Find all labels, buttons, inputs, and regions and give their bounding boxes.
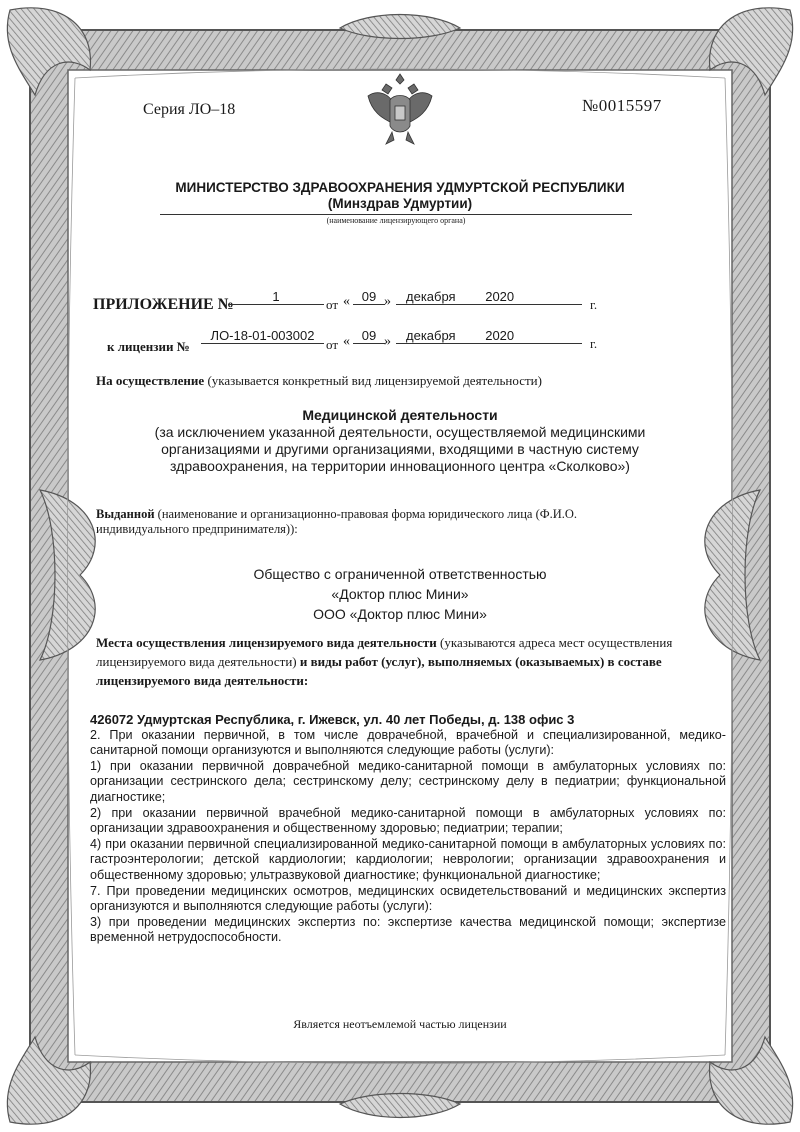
organization-line: ООО «Доктор плюс Мини» xyxy=(313,606,487,622)
activity-line: здравоохранения, на территории инновационного центра «Сколково») xyxy=(170,458,630,474)
organization-line: «Доктор плюс Мини» xyxy=(331,586,469,602)
service-paragraph: 2. При оказании первичной, в том числе доврачебной, врачебной и специализированной, медико-санитарной помощи организуются и выполняются следующие работы (услуги): xyxy=(90,727,726,758)
divider xyxy=(160,214,632,215)
issued-label xyxy=(96,507,656,537)
places-label-bold-2: и виды работ (услуг), выполняемых (оказываемых) в составе лицензируемого вида деятельности: xyxy=(96,654,662,688)
coat-of-arms-icon xyxy=(364,70,436,148)
license-quote-close: » xyxy=(384,334,391,349)
appendix-quote-open: « xyxy=(343,294,350,309)
ministry-name-block xyxy=(100,180,700,212)
activity-label-bold: На осуществление xyxy=(96,373,205,388)
service-paragraph: 7. При проведении медицинских осмотров, медицинских освидетельствований и медицинских экспертиз организуются и выполняются следующие работы (услуги): xyxy=(90,883,726,914)
places-label xyxy=(96,633,736,690)
appendix-day: 09 xyxy=(353,289,385,305)
places-label-note: (указываются адреса мест осуществления лицензируемого вида деятельности) xyxy=(96,635,673,669)
license-quote-open: « xyxy=(343,334,350,349)
activity-block xyxy=(100,407,700,475)
organization-line: Общество с ограниченной ответственностью xyxy=(253,566,547,582)
issued-label-bold: Выданной xyxy=(96,507,155,521)
ministry-short-name: (Минздрав Удмуртии) xyxy=(327,196,473,211)
license-day: 09 xyxy=(353,328,385,344)
appendix-number: 1 xyxy=(228,289,324,305)
appendix-ot: от xyxy=(326,297,339,312)
activity-label-note: (указывается конкретный вид лицензируемой деятельности) xyxy=(204,373,542,388)
appendix-month: декабря xyxy=(406,289,456,304)
service-paragraph: 2) при оказании первичной врачебной медико-санитарной помощи в амбулаторных условиях по: организации здравоохранения и общественному здоровью; педиатрии; терапии; xyxy=(90,805,726,836)
activity-title: Медицинской деятельности xyxy=(302,407,498,423)
appendix-label: ПРИЛОЖЕНИЕ № xyxy=(93,296,234,313)
ministry-name: МИНИСТЕРСТВО ЗДРАВООХРАНЕНИЯ УДМУРТСКОЙ РЕСПУБЛИКИ xyxy=(175,180,625,195)
appendix-quote-close: » xyxy=(384,294,391,309)
organization-block xyxy=(100,564,700,624)
appendix-g: г. xyxy=(590,297,598,312)
license-month: декабря xyxy=(406,328,456,343)
license-date-line xyxy=(396,328,582,344)
license-number: ЛО-18-01-003002 xyxy=(201,328,324,344)
ministry-caption: (наименование лицензирующего органа) xyxy=(326,216,466,225)
license-year: 2020 xyxy=(485,328,515,343)
activity-line: (за исключением указанной деятельности, осуществляемой медицинскими xyxy=(154,424,646,440)
license-label: к лицензии № xyxy=(107,339,190,354)
footer-note: Является неотъемлемой частью лицензии xyxy=(293,1017,507,1031)
service-paragraph: 3) при проведении медицинских экспертиз по: экспертизе качества медицинской помощи; экспертизе временной нетрудоспособности. xyxy=(90,914,726,945)
activity-label xyxy=(96,373,542,389)
appendix-year: 2020 xyxy=(485,289,515,304)
form-number: №0015597 xyxy=(582,96,662,115)
places-label-bold-1: Места осуществления лицензируемого вида деятельности xyxy=(96,635,437,650)
activity-line: организациями и другими организациями, входящими в частную систему xyxy=(161,441,639,457)
license-g: г. xyxy=(590,336,598,351)
license-ot: от xyxy=(326,337,339,352)
address: 426072 Удмуртская Республика, г. Ижевск, ул. 40 лет Победы, д. 138 офис 3 xyxy=(90,712,575,727)
service-paragraph: 4) при оказании первичной специализированной медико-санитарной помощи в амбулаторных условиях по: гастроэнтерологии; детской кардиологии; кардиологии; неврологии; организации здравоохранения и общественному здоровью; ультразвуковой диагностике; функциональной диагностике; xyxy=(90,836,726,882)
issued-label-note: (наименование и организационно-правовая форма юридического лица (Ф.И.О. индивидуального предпринимателя)): xyxy=(96,507,578,536)
series-label: Серия ЛО–18 xyxy=(143,101,236,118)
services-body xyxy=(90,712,726,946)
appendix-date-line xyxy=(396,289,582,305)
service-paragraph: 1) при оказании первичной доврачебной медико-санитарной помощи в амбулаторных условиях по: организации сестринского дела; сестринскому делу; сестринскому делу в педиатрии; функциональной диагностике; xyxy=(90,758,726,804)
